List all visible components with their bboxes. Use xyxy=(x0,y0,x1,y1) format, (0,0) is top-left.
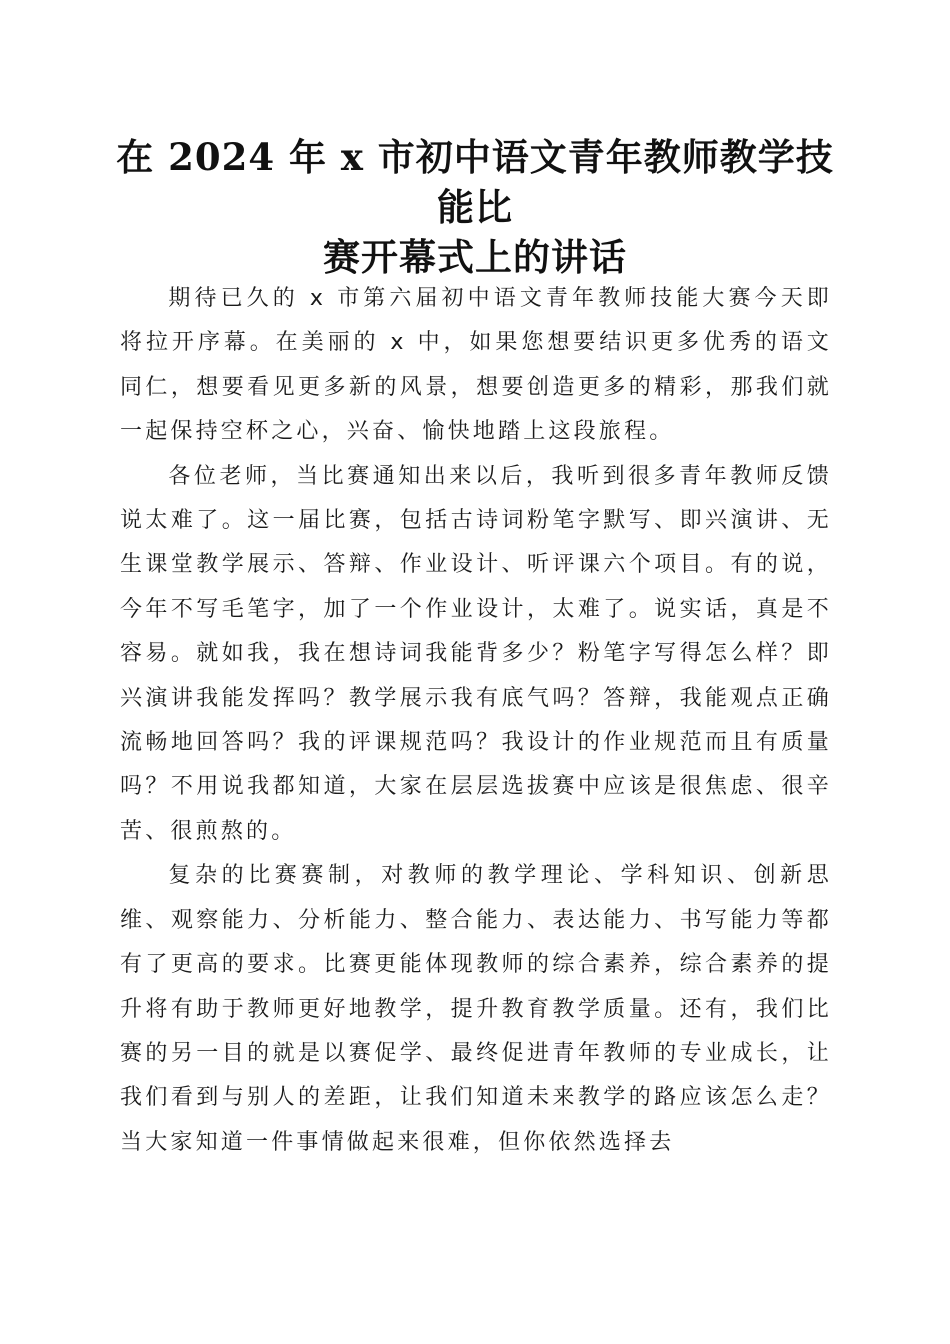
paragraph: 各位老师，当比赛通知出来以后，我听到很多青年教师反馈说太难了。这一届比赛，包括古诗词粉笔字默写、即兴演讲、无生课堂教学展示、答辩、作业设计、听评课六个项目。有的说，今年不写毛笔字，加了一个作业设计，太难了。说实话，真是不容易。就如我，我在想诗词我能背多少？粉笔字写得怎么样？即兴演讲我能发挥吗？教学展示我有底气吗？答辩，我能观点正确流畅地回答吗？我的评课规范吗？我设计的作业规范而且有质量吗？不用说我都知道，大家在层层选拔赛中应该是很焦虑、很辛苦、很煎熬的。 xyxy=(120,463,832,844)
title-line-1: 在 2024 年 x 市初中语文青年教师教学技能比 xyxy=(116,135,834,229)
paragraph: 期待已久的 x 市第六届初中语文青年教师技能大赛今天即将拉开序幕。在美丽的 x 中，如果您想要结识更多优秀的语文同仁，想要看见更多新的风景，想要创造更多的精彩，那我们就一起保持空杯之心，兴奋、愉快地踏上这段旅程。 xyxy=(120,286,832,445)
document-title xyxy=(100,132,850,282)
paragraph: 复杂的比赛赛制，对教师的教学理论、学科知识、创新思维、观察能力、分析能力、整合能力、表达能力、书写能力等都有了更高的要求。比赛更能体现教师的综合素养，综合素养的提升将有助于教师更好地教学，提升教育教学质量。还有，我们比赛的另一目的就是以赛促学、最终促进青年教师的专业成长，让我们看到与别人的差距，让我们知道未来教学的路应该怎么走？当大家知道一件事情做起来很难，但你依然选择去 xyxy=(120,863,832,1155)
document-body xyxy=(120,277,832,1165)
title-line-2: 赛开幕式上的讲话 xyxy=(323,235,627,279)
